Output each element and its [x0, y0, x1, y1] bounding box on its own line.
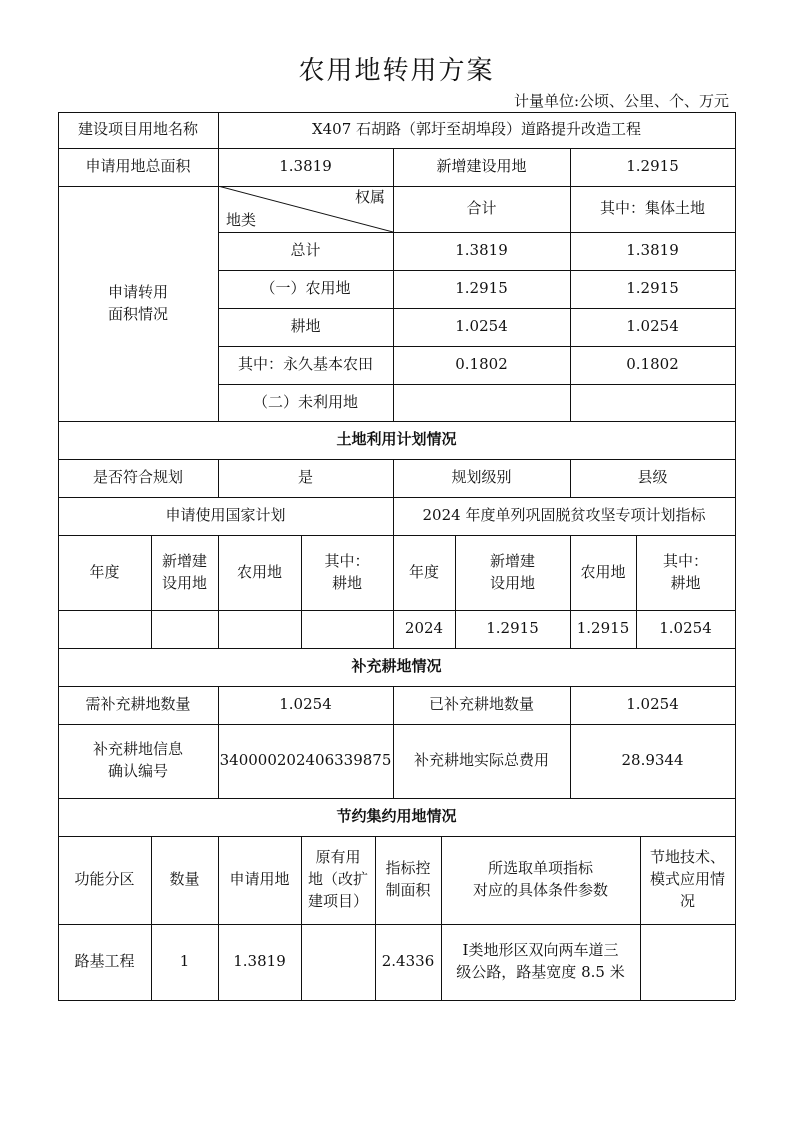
supplement-need-value: 1.0254: [279, 695, 332, 714]
plan-section-heading: 土地利用计划情况: [336, 430, 457, 449]
saving-value-cell: [640, 924, 735, 1000]
conversion-row-total: [393, 384, 570, 421]
plan-value-cell: [218, 610, 301, 648]
conversion-row-label: 总计: [290, 241, 321, 260]
saving-column-header: 节地技术、 模式应用情 况: [649, 848, 725, 910]
plan-column-header: 新增建 设用地: [161, 551, 207, 592]
conversion-col-total: 合计: [466, 199, 497, 218]
table-rule: [218, 459, 219, 497]
saving-value-cell: 2.4336: [381, 952, 435, 971]
project-name-label: 建设项目用地名称: [77, 120, 198, 139]
saving-value-cell: Ⅰ类地形区双向两车道三 级公路，路基宽度 8.5 米: [456, 941, 625, 981]
table-rule: [393, 686, 394, 798]
saving-section-heading: 节约集约用地情况: [336, 807, 457, 826]
new-construction-value: 1.2915: [626, 157, 679, 176]
table-rule: [301, 535, 302, 648]
conversion-row-collective: [570, 384, 735, 421]
conversion-row-total: 1.2915: [455, 279, 508, 298]
saving-column-header: 指标控 制面积: [385, 859, 431, 899]
table-rule: [636, 535, 637, 648]
plan-value-cell: 2024: [404, 619, 444, 638]
conversion-row-collective: 1.3819: [626, 241, 679, 260]
saving-value-cell: 路基工程: [74, 952, 135, 971]
plan-value-cell: [58, 610, 151, 648]
supplement-cost-value: 28.9344: [621, 751, 684, 770]
table-rule: [58, 924, 735, 925]
table-rule: [218, 836, 219, 1000]
plan-value-cell: 1.2915: [576, 619, 630, 638]
measurement-unit: 计量单位:公顷、公里、个、万元: [513, 92, 729, 110]
table-rule: [218, 148, 219, 186]
plan-column-header: 农用地: [580, 562, 626, 581]
plan-column-header: 年度: [89, 562, 120, 581]
conversion-row-total: 1.0254: [455, 317, 508, 336]
conversion-row-total: 0.1802: [455, 355, 508, 374]
table-rule: [570, 686, 571, 798]
table-rule: [455, 535, 456, 648]
total-area-value: 1.3819: [279, 157, 332, 176]
total-area-label: 申请用地总面积: [85, 157, 191, 176]
diagonal-header-landtype: 地类: [226, 210, 257, 229]
conversion-row-label: （二）未利用地: [252, 392, 358, 411]
saving-column-header: 原有用 地（改扩 建项目）: [307, 848, 368, 910]
new-construction-label: 新增建设用地: [436, 157, 527, 176]
conversion-row-label: （一）农用地: [260, 279, 351, 298]
saving-value-cell: 1.3819: [233, 952, 286, 971]
table-rule: [393, 459, 394, 497]
supplement-code-value: 340000202406339875: [219, 751, 392, 770]
conversion-row-collective: 0.1802: [626, 355, 679, 374]
conform-planning-label: 是否符合规划: [92, 468, 183, 487]
table-rule: [301, 836, 302, 1000]
supplement-need-label: 需补充耕地数量: [85, 695, 191, 714]
plan-column-header: 其中： 耕地: [662, 551, 708, 592]
plan-column-header: 年度: [408, 562, 439, 581]
conversion-row-label: 其中：永久基本农田: [237, 355, 373, 374]
table-rule: [570, 148, 571, 186]
table-rule: [218, 686, 219, 798]
project-name-value: X407 石胡路（郭圩至胡埠段）道路提升改造工程: [311, 120, 642, 139]
conversion-row-label: 耕地: [290, 317, 321, 336]
conversion-row-total: 1.3819: [455, 241, 508, 260]
special-plan-label: 2024 年度单列巩固脱贫攻坚专项计划指标: [422, 506, 706, 525]
land-conversion-table: [58, 112, 735, 1000]
table-rule: [570, 459, 571, 497]
table-rule: [218, 535, 219, 648]
diagonal-header-ownership: 权属: [354, 187, 385, 206]
plan-column-header: 新增建 设用地: [489, 551, 535, 592]
conversion-row-collective: 1.0254: [626, 317, 679, 336]
table-rule: [151, 535, 152, 648]
conform-planning-value: 是: [297, 468, 313, 487]
conversion-section-label: 申请转用 面积情况: [107, 282, 168, 323]
plan-value-cell: 1.2915: [486, 619, 539, 638]
national-plan-label: 申请使用国家计划: [165, 506, 286, 525]
table-rule: [375, 836, 376, 1000]
supplement-code-label: 补充耕地信息 确认编号: [92, 740, 183, 780]
table-rule: [441, 836, 442, 1000]
saving-value-cell: [301, 924, 375, 1000]
diagonal-divider: [218, 186, 393, 232]
plan-column-header: 农用地: [236, 562, 282, 581]
supplement-done-value: 1.0254: [626, 695, 679, 714]
supplement-cost-label: 补充耕地实际总费用: [413, 751, 549, 770]
conversion-row-collective: 1.2915: [626, 279, 679, 298]
saving-value-cell: 1: [179, 952, 190, 971]
table-rule: [640, 836, 641, 1000]
table-rule: [570, 535, 571, 648]
plan-value-cell: 1.0254: [659, 619, 712, 638]
table-rule: [393, 497, 394, 535]
table-rule: [58, 610, 735, 611]
plan-value-cell: [151, 610, 218, 648]
conversion-col-collective: 其中：集体土地: [599, 199, 705, 218]
table-rule: [151, 836, 152, 1000]
saving-column-header: 所选取单项指标 对应的具体条件参数: [472, 859, 608, 899]
saving-column-header: 功能分区: [74, 870, 135, 889]
planning-level-value: 县级: [637, 468, 668, 487]
plan-value-cell: [301, 610, 393, 648]
page-title: 农用地转用方案: [298, 56, 495, 86]
table-rule: [393, 148, 394, 186]
plan-column-header: 其中： 耕地: [324, 551, 370, 592]
table-rule: [218, 112, 219, 148]
supplement-section-heading: 补充耕地情况: [351, 657, 442, 676]
saving-column-header: 数量: [169, 870, 200, 889]
supplement-done-label: 已补充耕地数量: [428, 695, 534, 714]
planning-level-label: 规划级别: [451, 468, 512, 487]
table-rule: [393, 535, 394, 648]
saving-column-header: 申请用地: [229, 870, 290, 889]
